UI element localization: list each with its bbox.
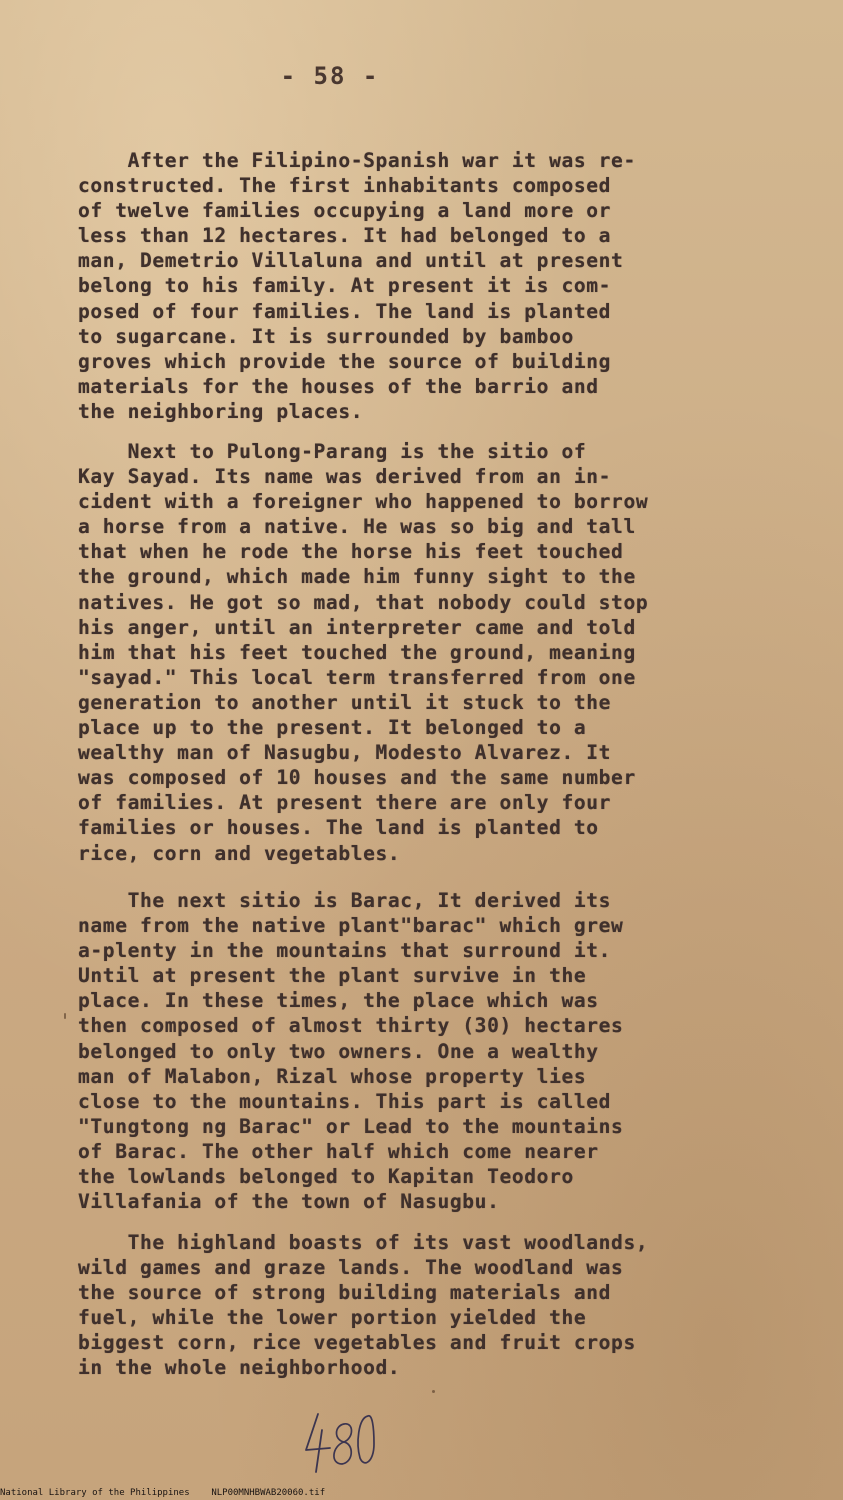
text-line: the neighboring places. [78, 399, 364, 423]
text-line: of families. At present there are only four [78, 791, 612, 815]
text-line: After the Filipino-Spanish war it was re- [78, 149, 636, 172]
text-line: belonged to only two owners. One a wealthy [78, 1039, 599, 1063]
text-line: was composed of 10 houses and the same number [78, 766, 636, 790]
scan-footer: National Library of the Philippines NLP00MNHBWAB20060.tif [0, 1488, 326, 1498]
paragraph-1 [78, 148, 798, 424]
paragraph-4 [78, 1230, 798, 1381]
text-line: man of Malabon, Rizal whose property lies [78, 1064, 587, 1088]
text-line: families or houses. The land is planted to [78, 816, 599, 840]
paragraph-2 [78, 439, 798, 866]
text-line: wealthy man of Nasugbu, Modesto Alvarez. It [78, 741, 612, 765]
text-line: materials for the houses of the barrio and [78, 374, 599, 398]
text-line: generation to another until it stuck to the [78, 690, 612, 714]
text-line: a horse from a native. He was so big and tall [78, 515, 636, 539]
text-line: biggest corn, rice vegetables and fruit crops [78, 1331, 636, 1355]
text-line: him that his feet touched the ground, meaning [78, 640, 636, 664]
text-line: in the whole neighborhood. [78, 1356, 401, 1380]
text-line: belong to his family. At present it is com- [78, 274, 612, 298]
text-line: man, Demetrio Villaluna and until at present [78, 249, 624, 273]
text-line: Villafania of the town of Nasugbu. [78, 1190, 500, 1214]
text-line: less than 12 hectares. It had belonged to a [78, 224, 612, 248]
text-line: name from the native plant"barac" which grew [78, 914, 624, 938]
paper-speck [432, 1390, 435, 1393]
text-line: his anger, until an interpreter came and told [78, 615, 636, 639]
text-line: posed of four families. The land is planted [78, 299, 612, 323]
text-line: "Tungtong ng Barac" or Lead to the mountains [78, 1114, 624, 1138]
text-line: then composed of almost thirty (30) hectares [78, 1014, 624, 1038]
text-line: rice, corn and vegetables. [78, 841, 401, 865]
page-number: - 58 - [280, 62, 380, 90]
text-line: a-plenty in the mountains that surround it. [78, 939, 612, 963]
text-line: natives. He got so mad, that nobody could stop [78, 590, 649, 614]
text-line: close to the mountains. This part is called [78, 1089, 612, 1113]
text-line: to sugarcane. It is surrounded by bamboo [78, 324, 574, 348]
text-line: of Barac. The other half which come nearer [78, 1139, 599, 1163]
text-line: place. In these times, the place which was [78, 989, 599, 1013]
text-line: The highland boasts of its vast woodlands, [78, 1231, 649, 1254]
handwritten-page-number [300, 1404, 380, 1476]
text-line: "sayad." This local term transferred from one [78, 665, 636, 689]
text-line: groves which provide the source of building [78, 349, 612, 373]
text-line: the source of strong building materials and [78, 1281, 612, 1305]
paper-speck [64, 1013, 66, 1019]
text-line: Next to Pulong-Parang is the sitio of [78, 440, 587, 463]
text-line: cident with a foreigner who happened to borrow [78, 490, 649, 514]
paragraph-3 [78, 888, 798, 1214]
text-line: of twelve families occupying a land more or [78, 199, 612, 223]
text-line: place up to the present. It belonged to a [78, 716, 587, 740]
text-line: Until at present the plant survive in the [78, 964, 587, 988]
text-line: the lowlands belonged to Kapitan Teodoro [78, 1165, 574, 1189]
text-line: the ground, which made him funny sight to the [78, 565, 636, 589]
text-line: The next sitio is Barac, It derived its [78, 889, 612, 912]
text-line: constructed. The first inhabitants composed [78, 174, 612, 198]
text-line: wild games and graze lands. The woodland was [78, 1256, 624, 1280]
text-line: Kay Sayad. Its name was derived from an in- [78, 465, 612, 489]
text-line: that when he rode the horse his feet touched [78, 540, 624, 564]
text-line: fuel, while the lower portion yielded the [78, 1306, 587, 1330]
